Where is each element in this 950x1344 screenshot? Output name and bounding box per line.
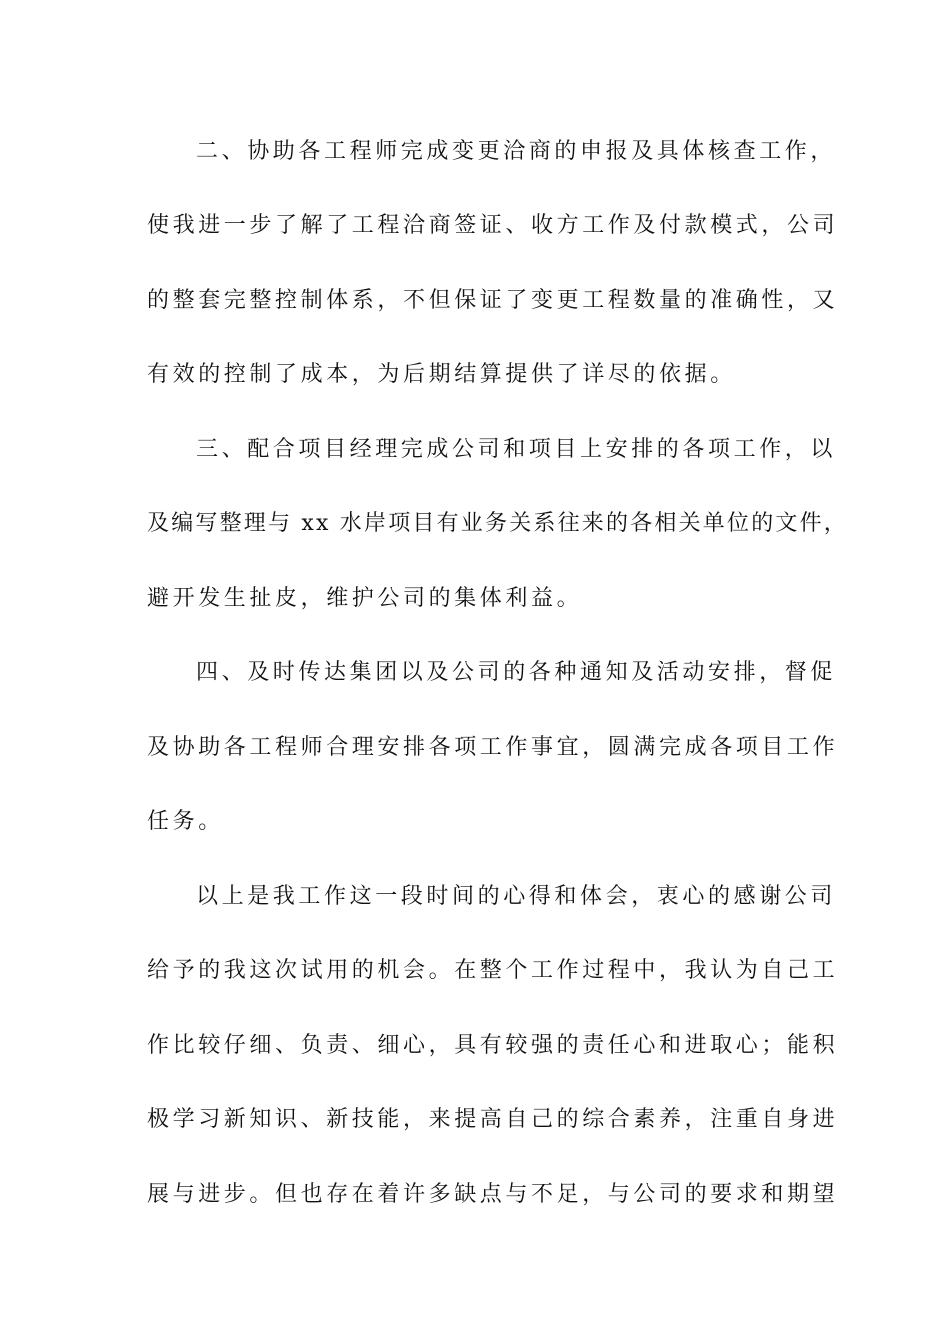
paragraph-5-line-1: 以上是我工作这一段时间的心得和体会，衷心的感谢公司 [196, 884, 837, 909]
paragraph-3-line-2: 及编写整理与 xx 水岸项目有业务关系往来的各相关单位的文件， [147, 511, 849, 536]
paragraph-2-line-4: 有效的控制了成本，为后期结算提供了详尽的依据。 [147, 362, 736, 387]
paragraph-4-line-1: 四、及时传达集团以及公司的各种通知及活动安排，督促 [196, 660, 837, 685]
paragraph-2-line-1: 二、协助各工程师完成变更洽商的申报及具体核查工作， [196, 139, 837, 164]
paragraph-5-line-5: 展与进步。但也存在着许多缺点与不足，与公司的要求和期望 [147, 1182, 839, 1207]
paragraph-4-line-2: 及协助各工程师合理安排各项工作事宜，圆满完成各项目工作 [147, 735, 839, 760]
paragraph-3-line-1: 三、配合项目经理完成公司和项目上安排的各项工作，以 [196, 437, 837, 462]
paragraph-5-line-2: 给予的我这次试用的机会。在整个工作过程中，我认为自己工 [147, 958, 839, 983]
paragraph-5-line-3: 作比较仔细、负责、细心，具有较强的责任心和进取心；能积 [147, 1033, 839, 1058]
paragraph-2-line-3: 的整套完整控制体系，不但保证了变更工程数量的准确性，又 [147, 288, 839, 313]
paragraph-2-line-2: 使我进一步了解了工程洽商签证、收方工作及付款模式，公司 [147, 213, 839, 238]
paragraph-3-line-3: 避开发生扯皮，维护公司的集体利益。 [147, 586, 583, 611]
paragraph-4-line-3: 任务。 [147, 809, 224, 834]
paragraph-5-line-4: 极学习新知识、新技能，来提高自己的综合素养，注重自身进 [147, 1107, 839, 1132]
